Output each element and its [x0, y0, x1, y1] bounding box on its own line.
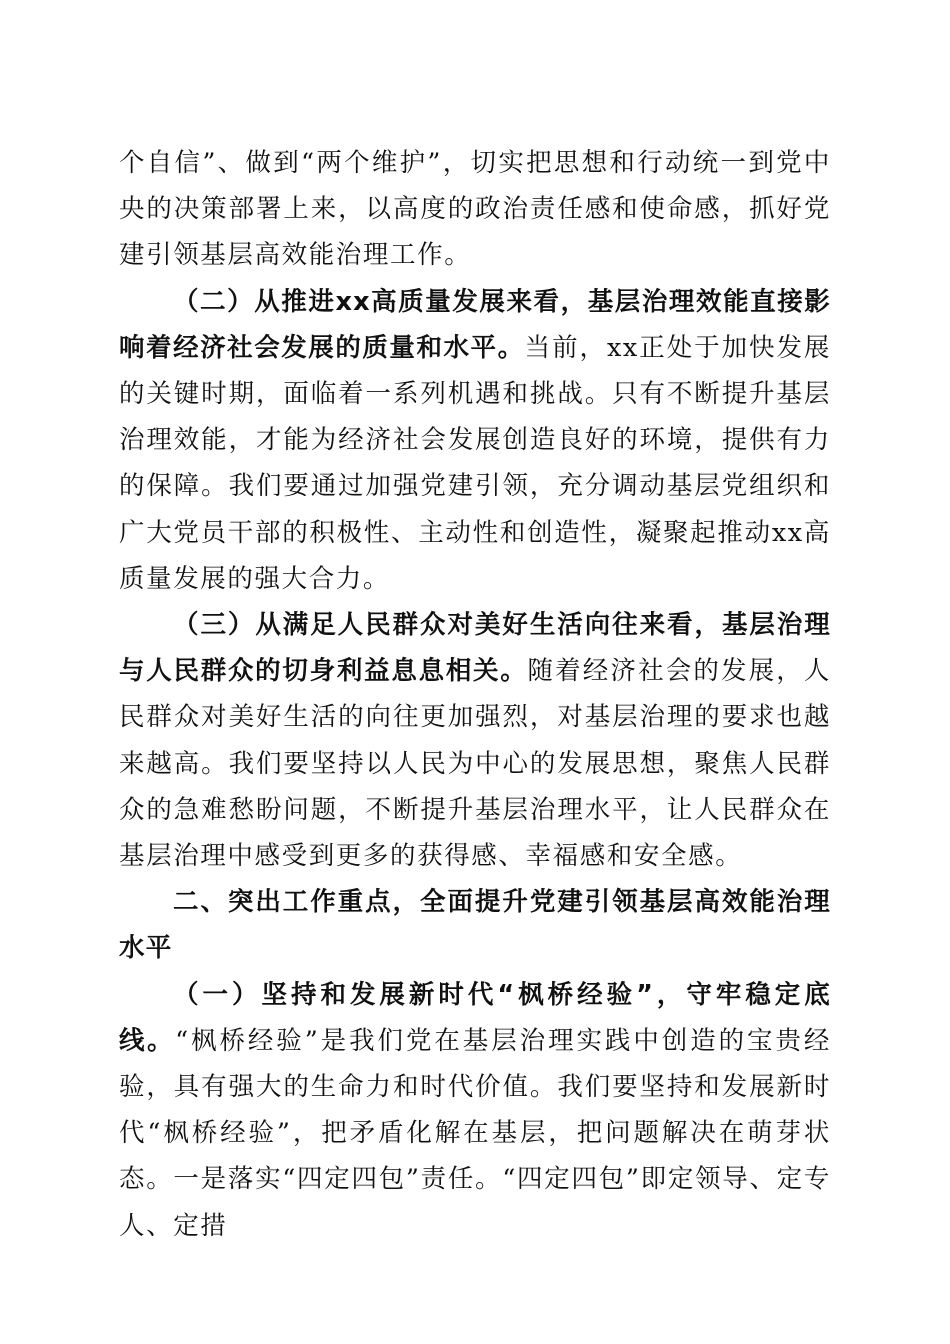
paragraph-lead: （三）从满足人民群众对美好生活向往来看，基层治理与人民群众的切身利益息息相关。 — [119, 610, 831, 687]
document-body — [119, 140, 831, 1249]
paragraph-continuation — [119, 140, 831, 279]
paragraph-section-1-3 — [119, 602, 831, 879]
section-heading-2: 二、突出工作重点，全面提升党建引领基层高效能治理水平 — [119, 887, 831, 964]
paragraph-lead: （二）从推进xx高质量发展来看，基层治理效能直接影响着经济社会发展的质量和水平。 — [119, 286, 831, 363]
paragraph-text: 随着经济社会的发展，人民群众对美好生活的向往更加强烈，对基层治理的要求也越来越高。我们要坚持以人民为中心的发展思想，聚焦人民群众的急难愁盼问题，不断提升基层治理水平，让人民群众在基层治理中感受到更多的获得感、幸福感和安全感。 — [119, 656, 831, 872]
paragraph-section-2-1 — [119, 972, 831, 1249]
paragraph-text: 当前，xx正处于加快发展的关键时期，面临着一系列机遇和挑战。只有不断提升基层治理效能，才能为经济社会发展创造良好的环境，提供有力的保障。我们要通过加强党建引领，充分调动基层党组织和广大党员干部的积极性、主动性和创造性，凝聚起推动xx高质量发展的强大合力。 — [119, 332, 831, 594]
paragraph-text: “枫桥经验”是我们党在基层治理实践中创造的宝贵经验，具有强大的生命力和时代价值。我们要坚持和发展新时代“枫桥经验”，把矛盾化解在基层，把问题解决在萌芽状态。一是落实“四定四包”责任。“四定四包”即定领导、定专人、定措 — [119, 1025, 831, 1241]
paragraph-section-1-2 — [119, 279, 831, 602]
paragraph-lead: （一）坚持和发展新时代“枫桥经验”，守牢稳定底线。 — [119, 979, 831, 1056]
paragraph-text: 个自信”、做到“两个维护”，切实把思想和行动统一到党中央的决策部署上来，以高度的政治责任感和使命感，抓好党建引领基层高效能治理工作。 — [119, 148, 831, 271]
